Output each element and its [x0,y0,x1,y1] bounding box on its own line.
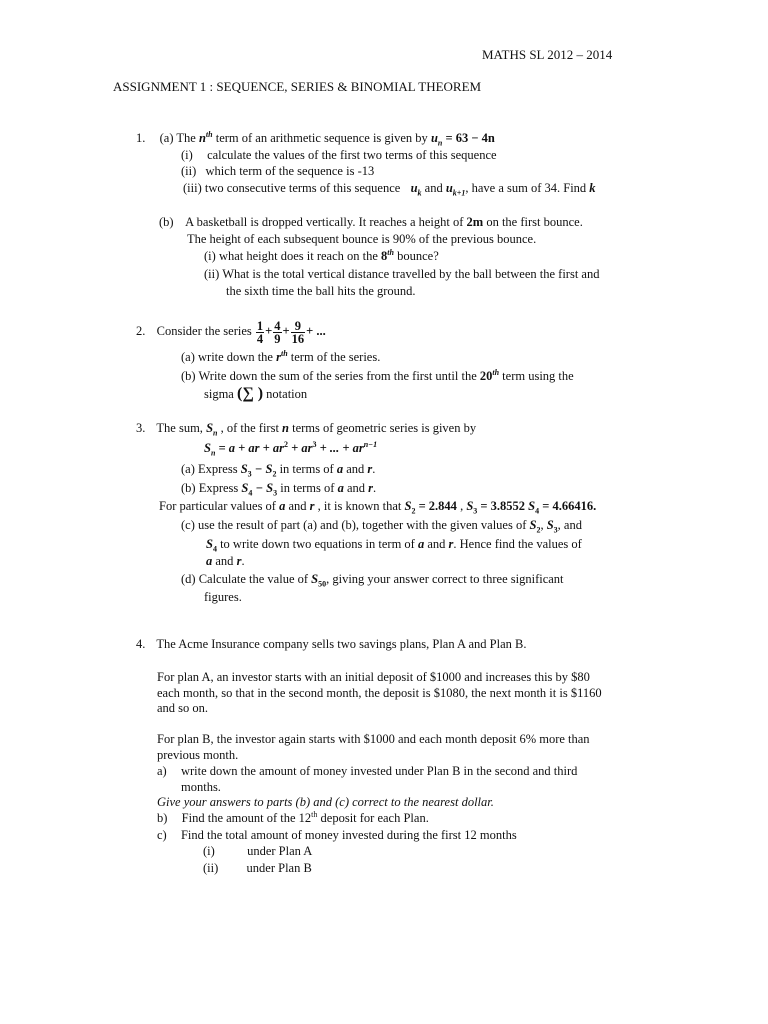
math: u [430,131,438,145]
math: a [417,537,425,551]
math: a [337,481,344,495]
math: S [466,499,474,513]
text: in terms of [280,481,335,495]
math: S [206,537,213,551]
math: n [210,448,216,458]
fraction [291,320,306,345]
text: . [372,462,376,476]
text: write down the amount of money invested under Plan B in the second and third [180,764,578,778]
text: Find the amount of the 12 [181,811,312,825]
math: = 63 − 4n [445,131,495,145]
math: 4 [248,488,253,498]
question-number: 1. [136,131,146,145]
text: and [288,499,307,513]
math: S [241,481,249,495]
math: th [205,129,213,139]
text: , have a sum of 34. Find [465,181,587,195]
math: 8 [381,249,388,263]
math: 20 [479,369,493,383]
q3 [136,421,476,436]
math: S [204,441,211,455]
numerator: 1 [256,318,264,333]
text: What is the total vertical distance travelled by the ball between the first and [222,267,600,281]
math: + [282,324,290,338]
q4-planB-2: previous month. [157,748,239,762]
q4-a [157,764,577,779]
math: 4 [212,544,217,554]
math: S [546,518,554,532]
math: r [276,350,281,364]
text: and [215,554,234,568]
math: 2 [284,439,289,449]
q2-b [181,369,574,384]
math: a [279,499,286,513]
q1-b-ii-line2: the sixth time the ball hits the ground. [226,284,416,298]
math: r [368,481,373,495]
text: what height does it reach on the [218,249,378,263]
q1-b-ii [204,267,599,282]
math: u [410,181,418,195]
fraction [256,320,264,345]
text: Find the total amount of money invested during the first 12 months [180,828,517,842]
denominator: 16 [291,331,305,346]
text: under Plan B [246,861,312,875]
math: 3 [473,506,478,516]
assignment-title: ASSIGNMENT 1 : SEQUENCE, SERIES & BINOMIAL THEOREM [113,79,482,94]
math: a [336,462,344,476]
math: S [240,462,248,476]
part-label: a) [157,764,167,778]
text: , and [557,518,582,532]
part-label: (a) [159,131,174,145]
text: and [346,462,365,476]
q2-b-line2 [204,386,307,402]
part-label: (b) [159,215,174,229]
q1-a-ii [181,164,374,179]
part-label: b) [157,811,168,825]
text: in terms of [279,462,334,476]
q4-planB-1: For plan B, the investor again starts with $1000 and each month deposit 6% more than [157,732,590,746]
q4-a-line2: months. [181,780,221,794]
math: S [311,572,319,586]
part-label: (b) [181,369,196,383]
text: and [427,537,446,551]
text: sigma [204,387,234,401]
math: 2 [411,506,416,516]
math: + [265,324,273,338]
text: use the result of part (a) and (b), together with the given values of [198,518,527,532]
q4-c-ii [203,861,312,876]
text: , giving your answer correct to three significant [326,572,564,586]
math: 50 [318,579,327,589]
part-label: (b) [181,481,196,495]
part-label: c) [157,828,167,842]
text: . Hence find the values of [453,537,582,551]
math: S [404,499,412,513]
part-label: (a) [181,462,195,476]
q4 [136,637,527,652]
math: = 3.8552 [480,499,526,513]
math: 3 [553,525,558,535]
part-label: (ii) [204,267,220,281]
math: = 2.844 [418,499,457,513]
text: For particular values of [159,499,276,513]
math: S [529,518,537,532]
math: r [309,499,315,513]
fraction [273,320,281,345]
question-number: 3. [136,421,146,435]
math: th [280,348,288,358]
text: and [346,481,365,495]
math: k+1 [452,188,466,198]
q1-b [159,215,583,230]
q3-given [159,499,596,514]
text: , it is known that [317,499,402,513]
text: , of the first [220,421,279,435]
q1-b-line2: The height of each subsequent bounce is 90% of the previous bounce. [187,232,537,246]
q3-c-line3 [206,554,245,569]
q1-a-iii [183,181,596,196]
text: The Acme Insurance company sells two savings plans, Plan A and Plan B. [156,637,527,651]
q1-a-i [181,148,497,163]
numerator: 9 [291,320,306,333]
sigma-symbol: (∑ ) [236,385,264,402]
math: 2 [536,525,541,535]
math: r [367,462,373,476]
question-number: 4. [136,637,146,651]
text: write down the [198,350,273,364]
math: u [445,181,453,195]
math: th [387,247,394,257]
text: notation [266,387,308,401]
q4-c-i [203,844,312,859]
math: th [492,367,500,377]
text: The sum, [156,421,203,435]
q3-b [181,481,376,496]
text: calculate the values of the first two terms of this sequence [207,148,497,162]
math: a [206,554,213,568]
math: r [236,554,242,568]
text: deposit for each Plan. [320,811,429,825]
math: n [282,421,289,435]
math: 3 [273,488,278,498]
text: on the first bounce. [486,215,583,229]
text: Write down the sum of the series from the first until the [198,369,477,383]
text: Calculate the value of [198,572,309,586]
part-label: (i) [204,249,216,263]
text: term using the [502,369,574,383]
q4-planA-2: each month, so that in the second month, the deposit is $1080, the next month it is $1160 [157,686,602,700]
math: 4 [535,506,540,516]
text: bounce? [397,249,439,263]
math: + ... [306,324,326,338]
math: n−1 [363,439,378,449]
text: term of an arithmetic sequence is given by [215,131,428,145]
math: S [206,421,214,435]
denominator: 9 [274,331,281,346]
text: , [460,499,464,513]
text: and [424,181,443,195]
q4-b [157,811,429,826]
q3-d-line2: figures. [204,590,242,604]
math: + ar [291,441,313,455]
part-label: (d) [181,572,196,586]
part-label: (ii) [203,861,219,875]
math: S [528,499,536,513]
text: to write down two equations in term of [220,537,415,551]
text: The [176,131,196,145]
q2 [136,317,326,345]
part-label: (i) [203,844,215,858]
q1 [136,131,495,146]
math: 3 [247,469,252,479]
text: term of the series. [290,350,381,364]
math: = 4.66416. [542,499,597,513]
text: terms of geometric series is given by [292,421,477,435]
q3-c [181,518,582,533]
text: two consecutive terms of this sequence [204,181,401,195]
math: n [437,138,443,148]
numerator: 4 [274,318,281,333]
part-label: (a) [181,350,195,364]
math: − S [254,462,273,476]
part-label: (ii) [181,164,197,178]
q2-a [181,350,380,365]
superscript: th [311,809,318,819]
question-number: 2. [136,324,146,338]
q4-planA-1: For plan A, an investor starts with an initial deposit of $1000 and increases this by $80 [157,670,590,684]
math: n [198,131,206,145]
text: Express [198,481,239,495]
text: , [540,518,544,532]
math: k [417,188,422,198]
part-label: (c) [181,518,195,532]
q3-formula [204,441,377,456]
text: which term of the sequence is -13 [205,164,375,178]
q3-d [181,572,564,587]
math: n [213,428,218,438]
q4-note: Give your answers to parts (b) and (c) correct to the nearest dollar. [157,795,494,809]
part-label: (i) [181,148,193,162]
denominator: 4 [256,331,264,346]
math: r [448,537,454,551]
math: = a + ar + ar [218,441,285,455]
q4-planA-3: and so on. [157,701,209,715]
text: . [241,554,245,568]
text: Consider the series [156,324,252,338]
math: 3 [312,439,317,449]
math: − S [255,481,274,495]
course-header: MATHS SL 2012 – 2014 [482,47,613,62]
math: 2m [466,215,484,229]
math: + ... + ar [319,441,364,455]
part-label: (iii) [183,181,202,195]
math: 2 [272,469,277,479]
text: . [373,481,377,495]
q3-a [181,462,375,477]
text: under Plan A [247,844,313,858]
text: Express [198,462,238,476]
q3-c-line2 [206,537,582,552]
q1-b-i [204,249,439,264]
math: k [589,181,596,195]
text: A basketball is dropped vertically. It reaches a height of [185,215,464,229]
q4-c [157,828,517,843]
